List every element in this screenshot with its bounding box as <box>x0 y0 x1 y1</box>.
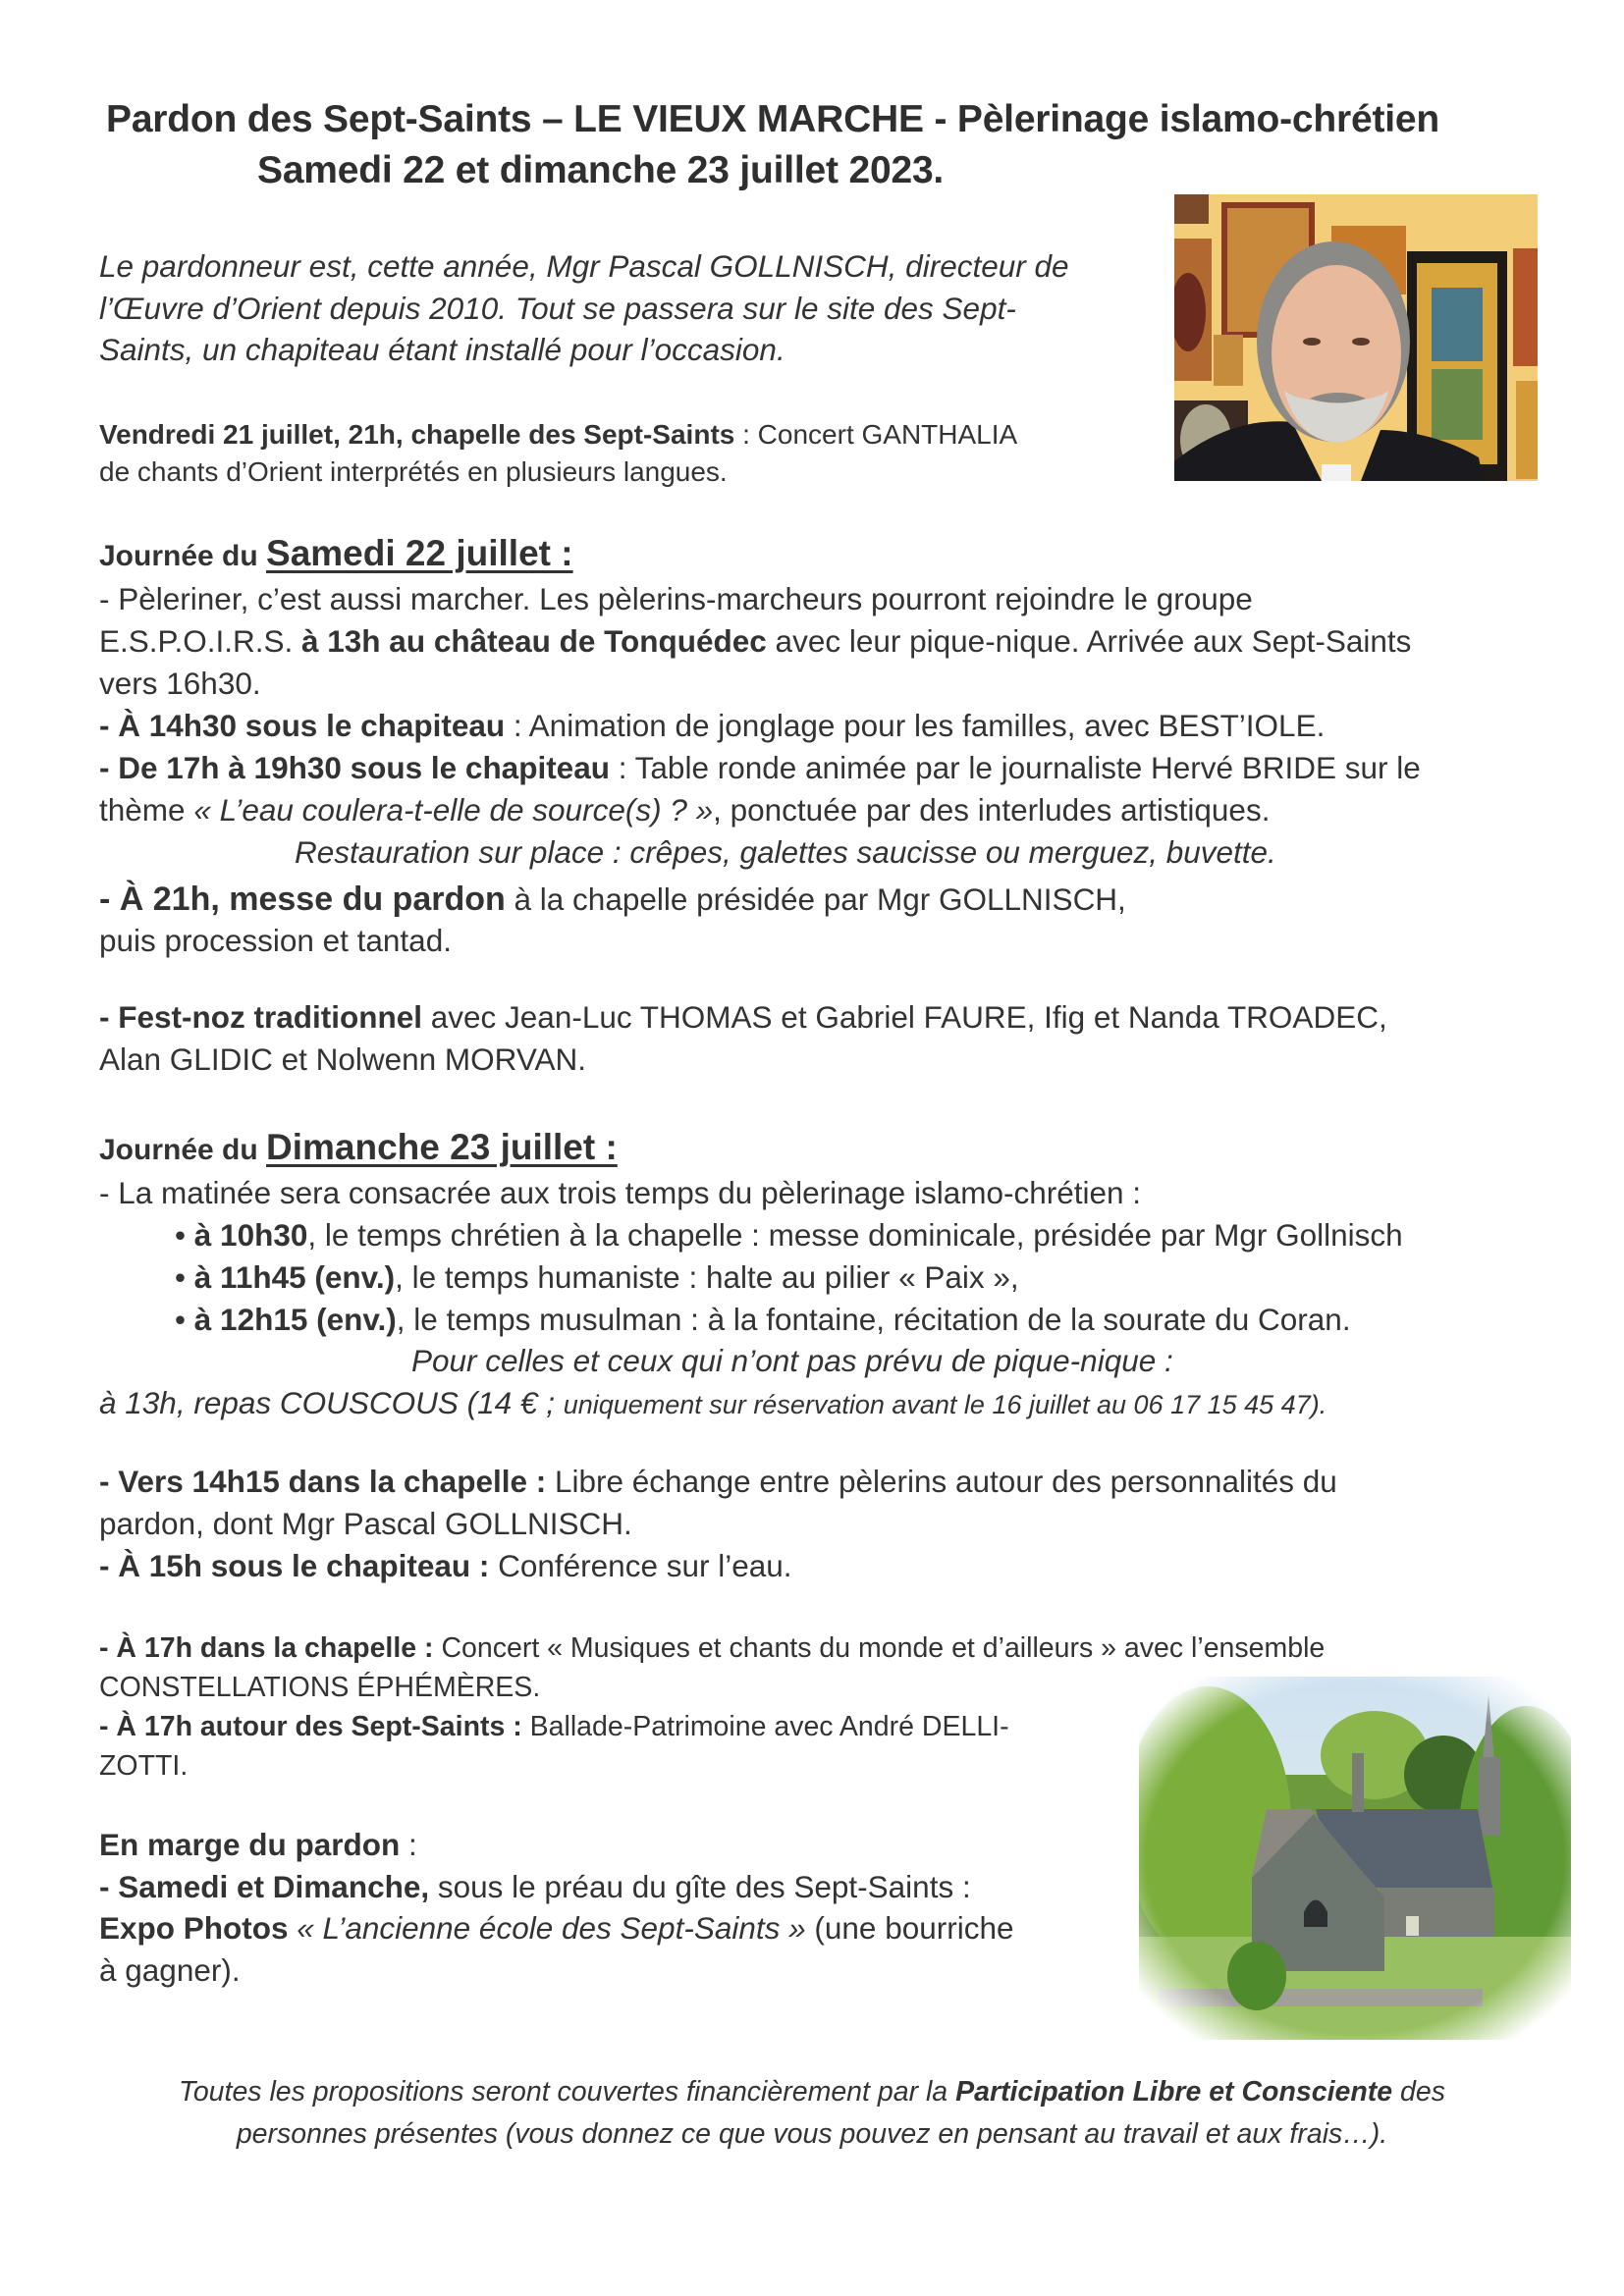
saturday-item-roundtable <box>99 747 1421 789</box>
friday-rest: : Concert GANTHALIA <box>734 419 1018 450</box>
sunday-bullets <box>175 1214 1403 1341</box>
text: ZOTTI. <box>99 1750 189 1782</box>
text-bold: - Vers 14h15 dans la chapelle : <box>99 1464 547 1499</box>
text: : <box>400 1827 417 1862</box>
saturday-item-walk-line2 <box>99 620 1421 663</box>
text: avec leur pique-nique. Arrivée aux Sept-Saints <box>766 623 1412 659</box>
saturday-heading-day: Samedi 22 juillet : <box>266 533 573 573</box>
sunday-meal-line1: Pour celles et ceux qui n’ont pas prévu de pique-nique : <box>411 1343 1173 1378</box>
text-bold: - À 15h sous le chapiteau : <box>99 1548 490 1583</box>
footer-note <box>0 2071 1624 2156</box>
text-bold: à 12h15 (env.) <box>193 1302 397 1337</box>
text-bold: - À 14h30 sous le chapiteau <box>99 708 506 743</box>
portrait-illustration <box>1174 194 1538 481</box>
text: CONSTELLATIONS ÉPHÉMÈRES. <box>99 1672 541 1703</box>
text: - Pèleriner, c’est aussi marcher. Les pèlerins-marcheurs pourront rejoindre le groupe <box>99 581 1253 616</box>
bullet-icon: • <box>175 1259 194 1295</box>
text-bold: - À 17h dans la chapelle : <box>99 1632 434 1664</box>
text-bold: - De 17h à 19h30 sous le chapiteau <box>99 750 610 785</box>
title-line-1: Pardon des Sept-Saints – LE VIEUX MARCHE - Pèlerinage islamo-chrétien <box>106 98 1440 140</box>
text-bold: Expo Photos <box>99 1910 289 1946</box>
saturday-heading <box>99 533 573 574</box>
saturday-item-walk <box>99 578 1421 620</box>
friday-bold: Vendredi 21 juillet, 21h, chapelle des Sept-Saints <box>99 419 735 450</box>
text: Libre échange entre pèlerins autour des personnalités du <box>546 1464 1337 1499</box>
saturday-item-walk-line3: vers 16h30. <box>99 666 261 701</box>
saturday-festnoz <box>99 996 1387 1081</box>
bullet-item <box>175 1256 1403 1299</box>
text: thème <box>99 792 194 828</box>
text: , le temps humaniste : halte au pilier « Paix », <box>395 1259 1019 1295</box>
saturday-item-juggling <box>99 705 1421 747</box>
sunday-meal-line2 <box>99 1382 1326 1425</box>
text-italic: « L’eau coulera-t-elle de source(s) ? » <box>193 792 714 828</box>
text: des <box>1392 2076 1445 2108</box>
text: , le temps musulman : à la fontaine, récitation de la sourate du Coran. <box>396 1302 1351 1337</box>
sunday-heading-prefix: Journée du <box>99 1134 267 1166</box>
text: puis procession et tantad. <box>99 923 452 958</box>
intro-line: Saints, un chapiteau étant installé pour l’occasion. <box>99 332 785 367</box>
title-line-2: Samedi 22 et dimanche 23 juillet 2023. <box>257 149 945 191</box>
text-bold: - Fest-noz traditionnel <box>99 999 422 1035</box>
bullet-item <box>175 1299 1403 1341</box>
text-bold: Participation Libre et Consciente <box>955 2076 1393 2108</box>
text: personnes présentes (vous donnez ce que vous pouvez en pensant au travail et aux frais…). <box>236 2118 1388 2150</box>
text-bold: - Samedi et Dimanche, <box>99 1868 430 1904</box>
sunday-intro: - La matinée sera consacrée aux trois temps du pèlerinage islamo-chrétien : <box>99 1175 1142 1210</box>
text: Alan GLIDIC et Nolwenn MORVAN. <box>99 1041 587 1077</box>
intro-paragraph <box>99 245 1069 371</box>
text: Ballade-Patrimoine avec André DELLI- <box>521 1711 1009 1742</box>
text-bold: à 13h au château de Tonquédec <box>301 623 767 659</box>
saturday-item-roundtable-line2 <box>99 789 1421 831</box>
text: à la chapelle présidée par Mgr GOLLNISCH, <box>505 881 1126 917</box>
text: (une bourriche <box>805 1910 1014 1946</box>
text-bold: - À 21h, messe du pardon <box>99 881 506 918</box>
text: , le temps chrétien à la chapelle : messe dominicale, présidée par Mgr Gollnisch <box>307 1217 1403 1253</box>
bullet-icon: • <box>175 1302 194 1337</box>
sunday-heading-day: Dimanche 23 juillet : <box>266 1127 618 1167</box>
portrait-photo <box>1174 194 1538 481</box>
text-bold: à 10h30 <box>193 1217 308 1253</box>
text: : Table ronde animée par le journaliste Hervé BRIDE sur le <box>609 750 1421 785</box>
text-bold: - À 17h autour des Sept-Saints : <box>99 1711 522 1742</box>
saturday-heading-prefix: Journée du <box>99 540 267 572</box>
intro-line: Le pardonneur est, cette année, Mgr Pascal GOLLNISCH, directeur de <box>99 248 1069 284</box>
chapel-illustration <box>1139 1677 1571 2040</box>
friday-concert <box>99 416 1017 491</box>
bullet-item <box>175 1214 1403 1256</box>
text: Toutes les propositions seront couvertes financièrement par la <box>179 2076 956 2108</box>
saturday-catering: Restauration sur place : crêpes, galettes saucisse ou merguez, buvette. <box>295 834 1276 870</box>
text-bold: En marge du pardon <box>99 1827 401 1862</box>
text: à gagner). <box>99 1951 241 1988</box>
intro-line: l’Œuvre d’Orient depuis 2010. Tout se passera sur le site des Sept- <box>99 290 1016 326</box>
text: sous le préau du gîte des Sept-Saints : <box>429 1868 971 1904</box>
text: à 13h, repas COUSCOUS (14 € ; <box>99 1385 564 1420</box>
text: pardon, dont Mgr Pascal GOLLNISCH. <box>99 1506 632 1541</box>
text-bold: à 11h45 (env.) <box>193 1259 396 1295</box>
text: avec Jean-Luc THOMAS et Gabriel FAURE, Ifig et Nanda TROADEC, <box>421 999 1387 1035</box>
chapel-photo <box>1139 1677 1571 2040</box>
bullet-icon: • <box>175 1217 194 1253</box>
margin-events <box>99 1824 1014 1991</box>
icon-frame <box>1174 194 1209 224</box>
text: uniquement sur réservation avant le 16 juillet au 06 17 15 45 47). <box>563 1390 1327 1419</box>
text: : Animation de jonglage pour les familles, avec BEST’IOLE. <box>505 708 1326 743</box>
text: E.S.P.O.I.R.S. <box>99 623 301 659</box>
saturday-program <box>99 578 1421 831</box>
text: , ponctuée par des interludes artistiques. <box>713 792 1271 828</box>
text-italic: « L’ancienne école des Sept-Saints » <box>288 1910 806 1946</box>
text: Conférence sur l’eau. <box>489 1548 792 1583</box>
friday-line2: de chants d’Orient interprétés en plusieurs langues. <box>99 456 728 487</box>
text: Concert « Musiques et chants du monde et d’ailleurs » avec l’ensemble <box>433 1632 1326 1664</box>
sunday-heading <box>99 1127 618 1168</box>
sunday-exchange <box>99 1461 1337 1587</box>
saturday-mass <box>99 879 1126 961</box>
